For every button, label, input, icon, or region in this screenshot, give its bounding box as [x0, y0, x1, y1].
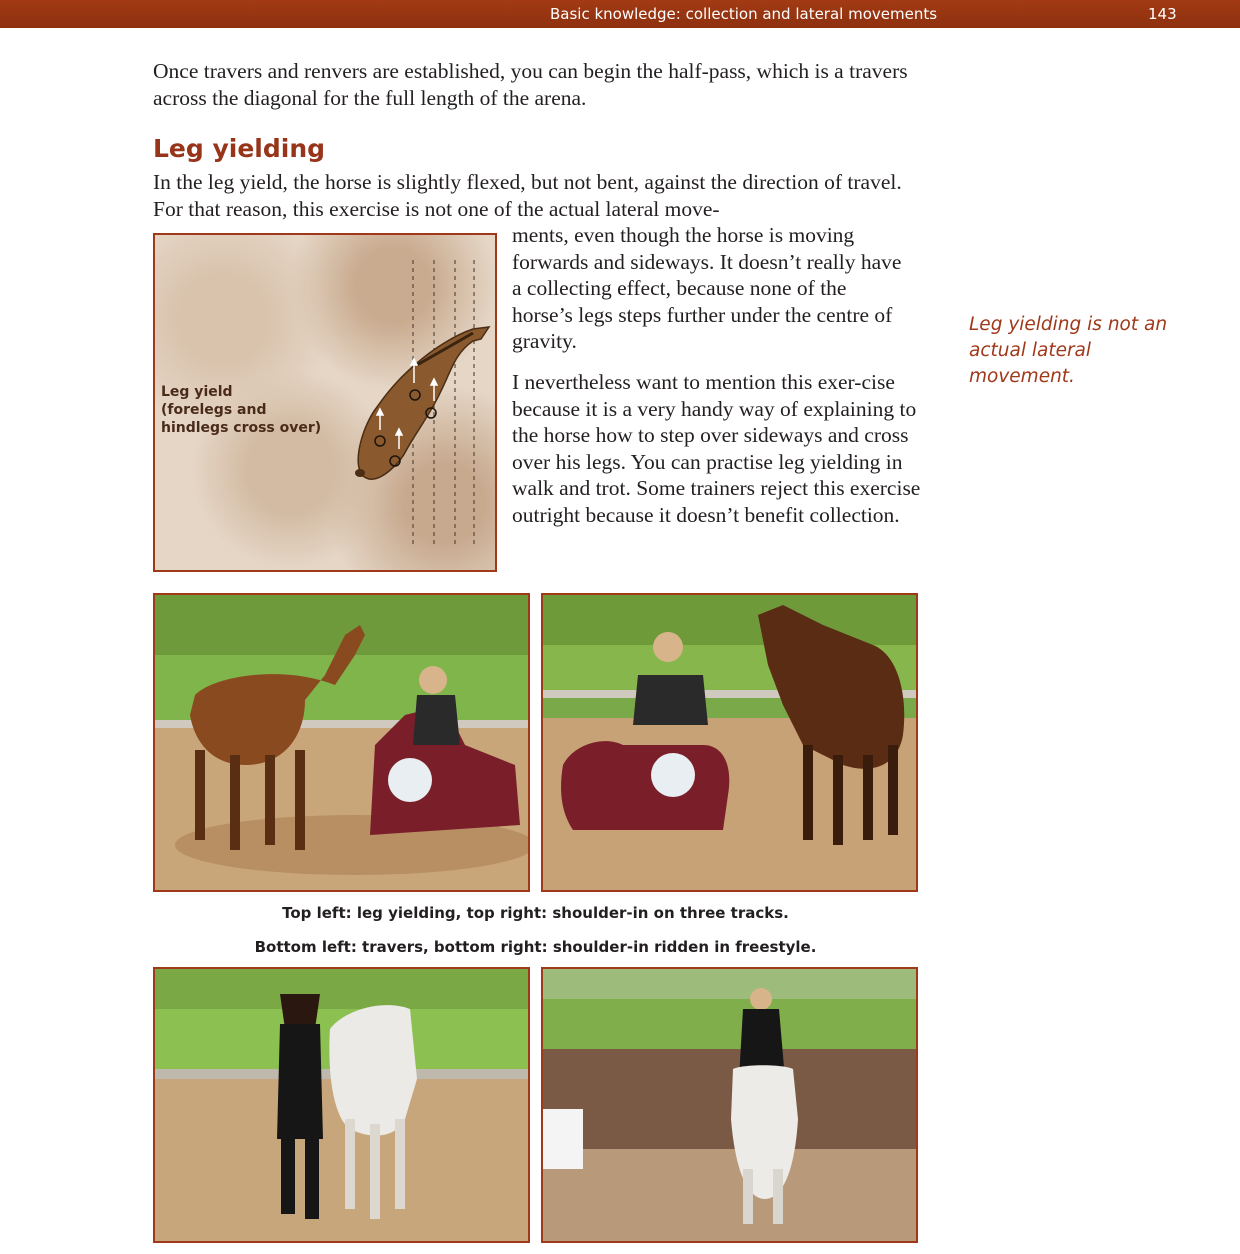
photo-leg-yielding — [153, 593, 530, 892]
leg-yield-paragraph-continued: ments, even though the horse is moving forwards and sideways. It doesn’t really have a collecting effect, because none of the horse’s legs steps further under the centre of gravity. — [512, 223, 902, 353]
photo-caption-line-2: Bottom left: travers, bottom right: shoulder-in ridden in freestyle. — [254, 938, 817, 956]
intro-paragraph: Once travers and renvers are established, you can begin the half-pass, which is a travers across the diagonal for the full length of the arena. — [153, 59, 908, 110]
header-bar — [0, 0, 1240, 28]
photo-travers — [153, 967, 530, 1243]
running-header-title: Basic knowledge: collection and lateral movements — [550, 5, 938, 23]
leg-yield-paragraph-2: I nevertheless want to mention this exer-cise because it is a very handy way of explaining to the horse how to step over sideways and cross over his legs. You can practise leg yielding in walk and trot. Some trainers reject this exercise outright because it doesn’t benefit collection. — [512, 370, 921, 527]
photo-caption-line-1: Top left: leg yielding, top right: shoulder-in on three tracks. — [282, 904, 789, 922]
diagram-label: Leg yield (forelegs and hindlegs cross over) — [161, 384, 322, 436]
margin-note: Leg yielding is not an actual lateral movement. — [969, 314, 1168, 387]
page-number: 143 — [1148, 5, 1177, 23]
photo-shoulder-in-three-tracks — [541, 593, 918, 892]
leg-yield-diagram — [153, 233, 497, 572]
section-heading: Leg yielding — [153, 134, 326, 163]
leg-yield-paragraph-lead: In the leg yield, the horse is slightly flexed, but not bent, against the direction of travel. For that reason, this exercise is not one of the actual lateral move- — [153, 170, 902, 221]
photo-shoulder-in-freestyle — [541, 967, 918, 1243]
